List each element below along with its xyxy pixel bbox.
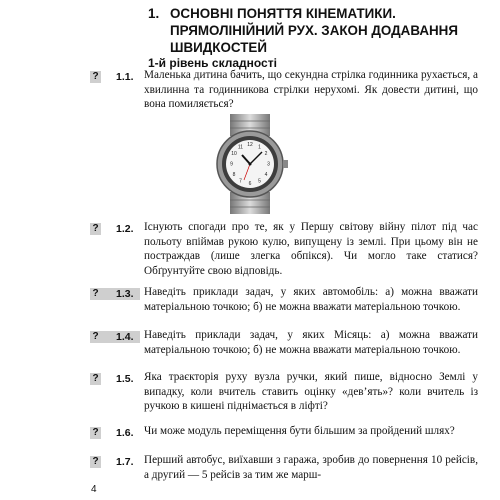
difficulty-level-heading: 1-й рівень складності	[148, 56, 277, 70]
question-badge: ?	[90, 223, 101, 235]
question-badge: ?	[90, 331, 101, 343]
problem-text: Маленька дитина бачить, що секундна стрілка годинника рухається, а хвилинна та годинникова стрілки нерухомі. Як довести дитині, що вона помиляється?	[144, 69, 478, 111]
problem-number: 1.3.	[116, 288, 134, 300]
dial-number: 4	[264, 172, 268, 178]
problem-number: 1.4.	[116, 331, 134, 343]
dial-number: 5	[258, 178, 261, 185]
problem-number: 1.1.	[116, 71, 134, 83]
wristwatch-icon	[200, 114, 300, 214]
problem-text: Наведіть приклади задач, у яких Місяць: а) можна вважати матеріальною точкою; б) не можна вважати матеріальною точкою.	[144, 329, 478, 356]
problem-number: 1.7.	[116, 456, 134, 468]
question-badge: ?	[90, 373, 101, 385]
dial-number: 6	[248, 181, 252, 187]
dial-number: 8	[232, 172, 236, 178]
page-number: 4	[91, 484, 97, 495]
problem-text: Існують спогади про те, як у Першу світову війну пілот під час польоту впіймав рукою кулю, випущену із землі. При цьому він не постраждав (лише злегка обпікся). Чи могло таке статися? Обґрунтуйте свою відповідь.	[144, 221, 478, 277]
dial-number: 10	[231, 151, 237, 157]
dial-number: 1	[258, 144, 261, 151]
dial-number: 7	[239, 178, 242, 185]
problem-text: Чи може модуль переміщення бути більшим за пройдений шлях?	[144, 425, 455, 437]
dial-number: 2	[264, 151, 268, 157]
chapter-heading: ОСНОВНІ ПОНЯТТЯ КІНЕМАТИКИ. ПРЯМОЛІНІЙНИЙ РУХ. ЗАКОН ДОДАВАННЯ ШВИДКОСТЕЙ	[170, 6, 458, 55]
question-badge: ?	[90, 427, 101, 439]
problem-text: Наведіть приклади задач, у яких автомобіль: а) можна вважати матеріальною точкою; б) не можна вважати матеріальною точкою.	[144, 286, 478, 313]
chapter-number: 1.	[148, 6, 160, 21]
question-badge: ?	[90, 456, 101, 468]
dial-number: 3	[267, 161, 270, 168]
problem-text: Яка траєкторія руху вузла ручки, який пише, відносно Землі у випадку, коли вчитель ставить оцінку «дев’ять»? коли вчитель із ручкою в кишені піднімається в ліфті?	[144, 371, 478, 413]
question-badge: ?	[90, 288, 101, 300]
question-badge: ?	[90, 71, 101, 83]
dial-number: 12	[247, 142, 253, 148]
dial-number: 9	[230, 161, 233, 168]
problem-number: 1.6.	[116, 427, 134, 439]
problem-number: 1.5.	[116, 373, 134, 385]
problem-number: 1.2.	[116, 223, 134, 235]
problem-text: Перший автобус, виїхавши з гаража, зробив до повернення 10 рейсів, а другий — 5 рейсів за тим же марш-	[144, 454, 478, 481]
dial-number: 11	[237, 144, 244, 151]
